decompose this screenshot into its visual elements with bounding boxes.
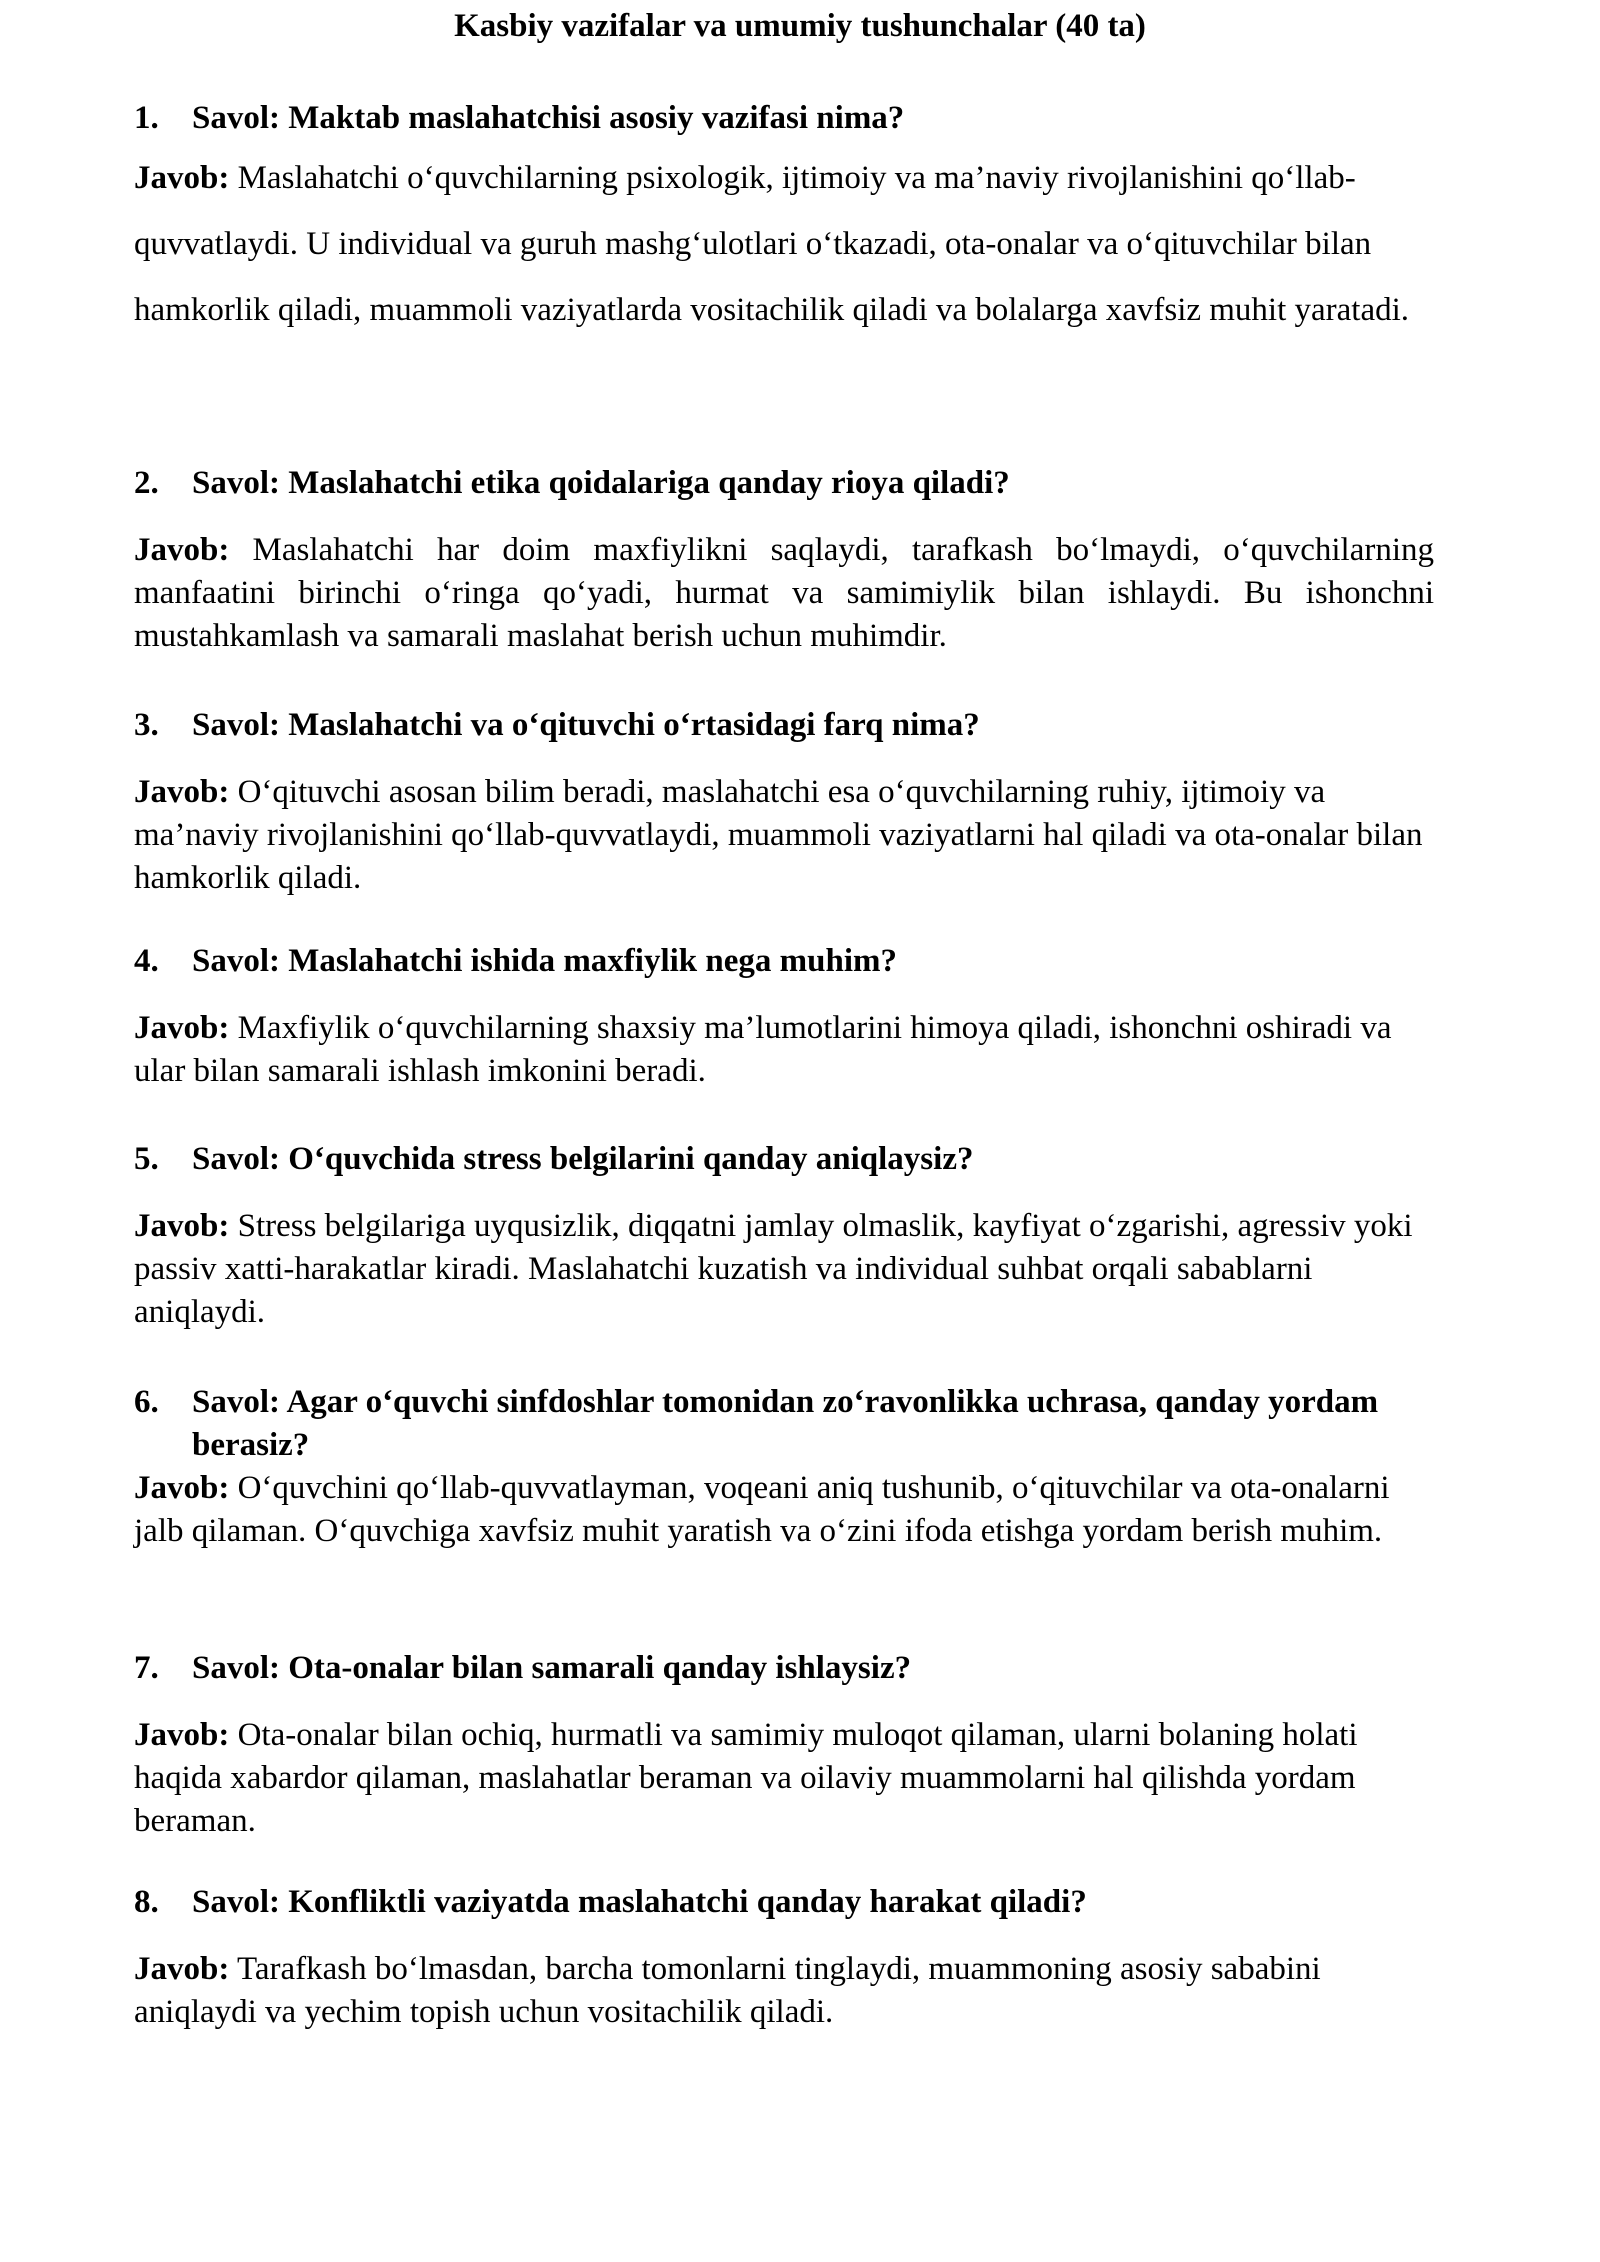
question-number: 8.: [134, 1884, 159, 1920]
question-text: Savol: Maslahatchi etika qoidalariga qanday rioya qiladi?: [192, 465, 1010, 501]
answer: [134, 1205, 1434, 1334]
question-number: 6.: [134, 1384, 159, 1420]
answer-text: Ota-onalar bilan ochiq, hurmatli va samimiy muloqot qilaman, ularni bolaning holati haqida xabardor qilaman, maslahatlar beraman va oilaviy muammolarni hal qilishda yordam beraman.: [134, 1717, 1358, 1839]
qa-item-7: [134, 1647, 1434, 1843]
answer-text: Tarafkash bo‘lmasdan, barcha tomonlarni tinglaydi, muammoning asosiy sababini aniqlaydi va yechim topish uchun vositachilik qiladi.: [134, 1951, 1321, 2030]
question-text: Savol: O‘quvchida stress belgilarini qanday aniqlaysiz?: [192, 1141, 974, 1177]
answer-label: Javob:: [134, 774, 230, 810]
answer-label: Javob:: [134, 160, 230, 196]
question-text: Savol: Maktab maslahatchisi asosiy vazifasi nima?: [192, 100, 905, 136]
question-number: 5.: [134, 1141, 159, 1177]
answer-text: Maslahatchi o‘quvchilarning psixologik, ijtimoiy va ma’naviy rivojlanishini qo‘llab-quvvatlaydi. U individual va guruh mashg‘ulotlari o‘tkazadi, ota-onalar va o‘qituvchilar bilan hamkorlik qiladi, muammoli vaziyatlarda vositachilik qiladi va bolalarga xavfsiz muhit yaratadi.: [134, 160, 1410, 328]
answer-text: Maslahatchi har doim maxfiylikni saqlaydi, tarafkash bo‘lmaydi, o‘quvchilarning manfaatini birinchi o‘ringa qo‘yadi, hurmat va samimiylik bilan ishlaydi. Bu ishonchni mustahkamlash va samarali maslahat berish uchun muhimdir.: [134, 532, 1434, 654]
answer-text: O‘quvchini qo‘llab-quvvatlayman, voqeani aniq tushunib, o‘qituvchilar va ota-onalarni jalb qilaman. O‘quvchiga xavfsiz muhit yaratish va o‘zini ifoda etishga yordam berish muhim.: [134, 1470, 1390, 1549]
answer: [134, 145, 1434, 343]
question-text: Savol: Maslahatchi ishida maxfiylik nega muhim?: [192, 943, 898, 979]
question-number: 3.: [134, 707, 159, 743]
question: [134, 940, 1434, 983]
qa-item-6: [134, 1381, 1434, 1553]
answer-label: Javob:: [134, 532, 230, 568]
qa-item-4: [134, 940, 1434, 1093]
answer: [134, 1948, 1434, 2034]
question-number: 2.: [134, 465, 159, 501]
question: [134, 462, 1434, 505]
answer: [134, 1467, 1434, 1553]
answer-label: Javob:: [134, 1208, 230, 1244]
question-text: Savol: Ota-onalar bilan samarali qanday ishlaysiz?: [192, 1650, 912, 1686]
answer-text: Stress belgilariga uyqusizlik, diqqatni jamlay olmaslik, kayfiyat o‘zgarishi, agressiv yoki passiv xatti-harakatlar kiradi. Maslahatchi kuzatish va individual suhbat orqali sabablarni aniqlaydi.: [134, 1208, 1413, 1330]
answer: [134, 529, 1434, 658]
qa-item-2: [134, 462, 1434, 658]
qa-item-5: [134, 1138, 1434, 1334]
answer-label: Javob:: [134, 1470, 230, 1506]
answer: [134, 1714, 1434, 1843]
answer-text: Maxfiylik o‘quvchilarning shaxsiy ma’lumotlarini himoya qiladi, ishonchni oshiradi va ular bilan samarali ishlash imkonini beradi.: [134, 1010, 1392, 1089]
answer-label: Javob:: [134, 1010, 230, 1046]
question: [134, 97, 1434, 140]
question: [134, 1138, 1434, 1181]
answer-label: Javob:: [134, 1717, 230, 1753]
document-title: Kasbiy vazifalar va umumiy tushunchalar (40 ta): [454, 8, 1146, 44]
question-text: Savol: Konfliktli vaziyatda maslahatchi qanday harakat qiladi?: [192, 1884, 1087, 1920]
qa-item-1: [134, 97, 1434, 343]
answer-text: O‘qituvchi asosan bilim beradi, maslahatchi esa o‘quvchilarning ruhiy, ijtimoiy va ma’naviy rivojlanishini qo‘llab-quvvatlaydi, muammoli vaziyatlarni hal qiladi va ota-onalar bilan hamkorlik qiladi.: [134, 774, 1423, 896]
question-text: Savol: Agar o‘quvchi sinfdoshlar tomonidan zo‘ravonlikka uchrasa, qanday yordam berasiz?: [192, 1384, 1379, 1463]
question: [134, 1647, 1434, 1690]
question-number: 4.: [134, 943, 159, 979]
qa-item-3: [134, 704, 1434, 900]
answer: [134, 1007, 1434, 1093]
question: [134, 704, 1434, 747]
answer-label: Javob:: [134, 1951, 230, 1987]
question-number: 7.: [134, 1650, 159, 1686]
question: [134, 1381, 1434, 1467]
answer: [134, 771, 1434, 900]
question-text: Savol: Maslahatchi va o‘qituvchi o‘rtasidagi farq nima?: [192, 707, 980, 743]
qa-item-8: [134, 1881, 1434, 2034]
question: [134, 1881, 1434, 1924]
question-number: 1.: [134, 100, 159, 136]
